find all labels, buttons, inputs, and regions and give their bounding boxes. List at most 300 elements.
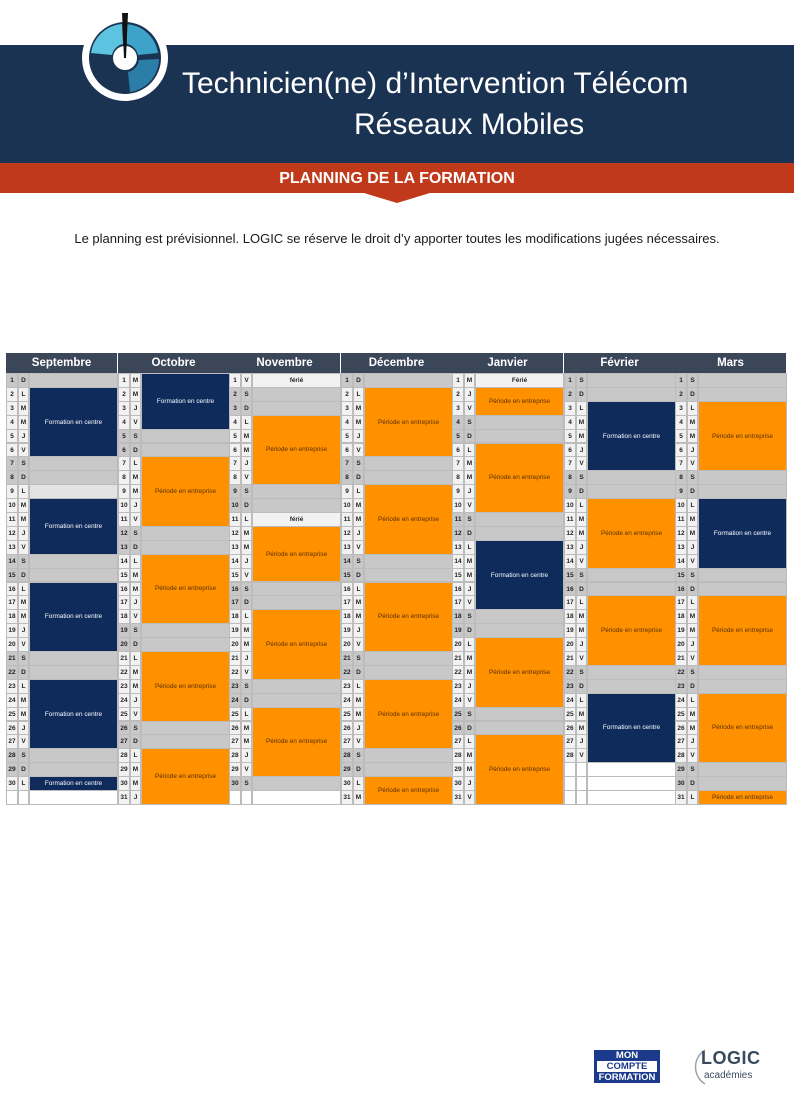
day-number: 6 <box>6 443 18 458</box>
day-activity-empty <box>587 665 676 680</box>
day-letter: M <box>18 512 29 527</box>
day-number: 10 <box>564 498 576 513</box>
day-number: 1 <box>564 373 576 388</box>
day-number <box>564 776 576 791</box>
day-activity-empty <box>587 762 676 777</box>
day-number: 13 <box>564 540 576 555</box>
day-number: 17 <box>341 595 353 610</box>
day-letter: J <box>464 484 475 499</box>
day-number: 6 <box>564 443 576 458</box>
day-letter: M <box>464 748 475 763</box>
day-number: 16 <box>229 582 241 597</box>
day-number: 11 <box>564 512 576 527</box>
day-letter: M <box>576 623 587 638</box>
day-letter: M <box>353 790 364 805</box>
day-letter: D <box>353 762 364 777</box>
day-number: 27 <box>452 734 464 749</box>
day-number: 7 <box>452 456 464 471</box>
planning-title: PLANNING DE LA FORMATION <box>279 170 515 187</box>
day-activity-empty <box>252 679 341 694</box>
day-number: 8 <box>452 470 464 485</box>
day-number: 7 <box>6 456 18 471</box>
day-letter: L <box>576 498 587 513</box>
ferie-marker: férié <box>252 373 341 388</box>
day-number: 13 <box>118 540 130 555</box>
day-activity-empty <box>587 470 676 485</box>
day-letter: V <box>18 734 29 749</box>
periode-en-entreprise-block: Période en entreprise <box>698 401 787 472</box>
day-letter <box>241 790 252 805</box>
month-header-6: Mars <box>675 353 787 373</box>
day-number: 2 <box>229 387 241 402</box>
periode-en-entreprise-block: Période en entreprise <box>252 526 341 583</box>
day-number: 26 <box>118 721 130 736</box>
day-number: 4 <box>452 415 464 430</box>
day-letter: S <box>576 470 587 485</box>
logic-word: LOGIC <box>701 1048 761 1068</box>
day-letter: J <box>130 401 141 416</box>
day-letter: M <box>130 568 141 583</box>
day-letter: J <box>130 790 141 805</box>
formation-en-centre-block: Formation en centre <box>587 401 676 472</box>
day-letter: S <box>241 679 252 694</box>
day-letter: D <box>687 776 698 791</box>
day-activity-empty <box>587 484 676 499</box>
day-letter: V <box>241 665 252 680</box>
day-letter: V <box>687 554 698 569</box>
day-letter: J <box>353 526 364 541</box>
day-number: 8 <box>675 470 687 485</box>
day-letter: L <box>241 512 252 527</box>
day-number: 18 <box>341 609 353 624</box>
day-number: 17 <box>675 595 687 610</box>
day-activity-empty <box>475 512 564 527</box>
day-number: 16 <box>118 582 130 597</box>
day-number: 5 <box>118 429 130 444</box>
day-activity-empty <box>698 665 787 680</box>
day-number: 7 <box>229 456 241 471</box>
day-letter: L <box>353 387 364 402</box>
periode-en-entreprise-block: Période en entreprise <box>364 679 453 750</box>
day-number: 5 <box>229 429 241 444</box>
day-letter: D <box>241 693 252 708</box>
periode-en-entreprise-block: Période en entreprise <box>252 609 341 680</box>
day-number: 11 <box>6 512 18 527</box>
day-letter: M <box>241 637 252 652</box>
day-number: 31 <box>452 790 464 805</box>
day-activity-empty <box>364 762 453 777</box>
day-number: 19 <box>6 623 18 638</box>
day-letter: L <box>353 679 364 694</box>
formation-en-centre-block: Formation en centre <box>587 693 676 764</box>
day-letter: D <box>576 679 587 694</box>
day-letter: L <box>353 776 364 791</box>
day-number: 22 <box>452 665 464 680</box>
day-number: 8 <box>341 470 353 485</box>
day-number: 13 <box>6 540 18 555</box>
day-number: 21 <box>229 651 241 666</box>
day-letter: M <box>130 484 141 499</box>
day-letter: M <box>576 707 587 722</box>
day-number <box>229 790 241 805</box>
day-letter: D <box>464 623 475 638</box>
day-letter: S <box>130 623 141 638</box>
day-letter: L <box>18 387 29 402</box>
day-letter: M <box>130 679 141 694</box>
day-letter: L <box>241 415 252 430</box>
day-activity-empty <box>475 429 564 444</box>
day-number: 23 <box>452 679 464 694</box>
day-number: 13 <box>675 540 687 555</box>
day-letter: S <box>687 665 698 680</box>
day-letter: V <box>576 651 587 666</box>
day-number: 28 <box>6 748 18 763</box>
day-letter: V <box>353 540 364 555</box>
day-number: 1 <box>229 373 241 388</box>
month-header-1: Octobre <box>118 353 230 373</box>
day-activity-empty <box>475 609 564 624</box>
day-letter: L <box>687 790 698 805</box>
day-letter: M <box>687 526 698 541</box>
day-activity-empty <box>141 637 230 652</box>
day-letter: L <box>464 540 475 555</box>
formation-en-centre-block: Formation en centre <box>29 387 118 458</box>
day-number: 23 <box>341 679 353 694</box>
day-letter: L <box>464 637 475 652</box>
day-number: 17 <box>564 595 576 610</box>
day-number: 1 <box>675 373 687 388</box>
day-number: 25 <box>675 707 687 722</box>
day-number: 23 <box>675 679 687 694</box>
day-letter: M <box>464 554 475 569</box>
day-activity-empty <box>141 443 230 458</box>
day-letter: L <box>130 748 141 763</box>
day-number: 19 <box>564 623 576 638</box>
day-letter: L <box>18 484 29 499</box>
day-letter: L <box>18 679 29 694</box>
periode-en-entreprise-block: Période en entreprise <box>698 790 787 805</box>
day-number: 13 <box>341 540 353 555</box>
day-letter: V <box>18 540 29 555</box>
day-number: 16 <box>341 582 353 597</box>
day-letter: D <box>18 568 29 583</box>
day-number: 23 <box>564 679 576 694</box>
day-letter: M <box>464 470 475 485</box>
day-letter: M <box>687 415 698 430</box>
day-number: 12 <box>452 526 464 541</box>
day-letter: M <box>130 470 141 485</box>
day-letter: M <box>241 734 252 749</box>
day-number: 1 <box>118 373 130 388</box>
day-letter: V <box>353 637 364 652</box>
day-number: 11 <box>118 512 130 527</box>
day-number: 2 <box>341 387 353 402</box>
day-number: 4 <box>341 415 353 430</box>
formation-en-centre-block: Formation en centre <box>29 582 118 653</box>
day-letter: M <box>464 456 475 471</box>
day-letter: J <box>130 498 141 513</box>
day-letter: L <box>576 401 587 416</box>
day-number: 10 <box>6 498 18 513</box>
day-number: 15 <box>118 568 130 583</box>
day-number: 28 <box>341 748 353 763</box>
day-activity-empty <box>587 387 676 402</box>
day-letter: L <box>464 734 475 749</box>
day-letter: L <box>464 443 475 458</box>
day-letter: S <box>464 707 475 722</box>
day-number: 25 <box>6 707 18 722</box>
day-number: 10 <box>118 498 130 513</box>
day-letter: M <box>353 415 364 430</box>
day-letter: M <box>241 540 252 555</box>
day-letter: J <box>18 721 29 736</box>
day-number: 15 <box>452 568 464 583</box>
day-number: 8 <box>229 470 241 485</box>
ferie-marker: Férié <box>475 373 564 388</box>
day-activity-empty <box>475 623 564 638</box>
day-number: 9 <box>118 484 130 499</box>
periode-en-entreprise-block: Période en entreprise <box>141 651 230 722</box>
day-letter: M <box>687 609 698 624</box>
day-letter: M <box>353 512 364 527</box>
day-number: 17 <box>452 595 464 610</box>
periode-en-entreprise-block: Période en entreprise <box>252 707 341 778</box>
day-activity-empty <box>141 734 230 749</box>
day-number: 16 <box>452 582 464 597</box>
day-letter: J <box>353 721 364 736</box>
day-activity-empty <box>141 623 230 638</box>
day-letter: D <box>18 762 29 777</box>
periode-en-entreprise-block: Période en entreprise <box>475 637 564 708</box>
day-letter: S <box>130 526 141 541</box>
day-number: 21 <box>564 651 576 666</box>
day-number: 20 <box>229 637 241 652</box>
ferie-marker: férié <box>252 512 341 527</box>
day-activity-empty <box>698 568 787 583</box>
day-number: 2 <box>564 387 576 402</box>
mon-compte-formation-logo <box>594 1050 660 1084</box>
day-activity-empty <box>698 373 787 388</box>
day-letter: S <box>687 568 698 583</box>
day-number: 25 <box>452 707 464 722</box>
day-number: 26 <box>564 721 576 736</box>
day-letter: S <box>130 429 141 444</box>
day-number: 9 <box>452 484 464 499</box>
day-number <box>564 790 576 805</box>
day-number: 4 <box>6 415 18 430</box>
day-letter: J <box>353 623 364 638</box>
day-number: 5 <box>564 429 576 444</box>
day-activity-empty <box>29 568 118 583</box>
day-letter: J <box>576 734 587 749</box>
day-letter: M <box>18 595 29 610</box>
day-letter: M <box>464 762 475 777</box>
day-number: 26 <box>6 721 18 736</box>
day-letter: D <box>576 387 587 402</box>
day-number: 15 <box>229 568 241 583</box>
day-number: 21 <box>118 651 130 666</box>
day-activity-empty <box>141 526 230 541</box>
day-letter: D <box>464 721 475 736</box>
day-activity-empty <box>587 568 676 583</box>
day-letter: S <box>241 776 252 791</box>
day-number: 18 <box>675 609 687 624</box>
day-letter: M <box>241 443 252 458</box>
day-letter: M <box>130 762 141 777</box>
day-letter: V <box>18 637 29 652</box>
day-number: 10 <box>229 498 241 513</box>
title-line-1: Technicien(ne) d’Intervention Télécom <box>182 67 689 100</box>
periode-en-entreprise-block: Période en entreprise <box>475 734 564 805</box>
periode-en-entreprise-block: Période en entreprise <box>475 387 564 416</box>
day-letter: D <box>18 665 29 680</box>
day-activity-empty <box>29 748 118 763</box>
day-number: 23 <box>118 679 130 694</box>
periode-en-entreprise-block: Période en entreprise <box>141 748 230 805</box>
day-activity-empty <box>252 582 341 597</box>
day-activity-empty <box>29 762 118 777</box>
day-letter: S <box>18 554 29 569</box>
day-activity-empty <box>698 387 787 402</box>
day-letter: D <box>687 582 698 597</box>
formation-en-centre-block: Formation en centre <box>475 540 564 611</box>
day-number: 25 <box>229 707 241 722</box>
day-number: 19 <box>341 623 353 638</box>
day-number: 20 <box>452 637 464 652</box>
periode-en-entreprise-block: Période en entreprise <box>475 443 564 514</box>
day-letter: S <box>130 721 141 736</box>
day-number: 25 <box>564 707 576 722</box>
day-letter: J <box>464 776 475 791</box>
day-letter: J <box>687 443 698 458</box>
day-letter: D <box>576 582 587 597</box>
day-letter: J <box>18 429 29 444</box>
day-letter: M <box>576 526 587 541</box>
day-activity-empty <box>252 693 341 708</box>
day-letter: D <box>130 540 141 555</box>
day-letter: D <box>687 484 698 499</box>
day-letter: M <box>576 609 587 624</box>
logic-sub: académies <box>704 1070 753 1081</box>
day-number: 20 <box>564 637 576 652</box>
day-number: 14 <box>341 554 353 569</box>
day-number: 19 <box>675 623 687 638</box>
day-activity-empty <box>364 456 453 471</box>
day-letter: L <box>241 609 252 624</box>
periode-en-entreprise-block: Période en entreprise <box>364 387 453 458</box>
day-activity-empty <box>29 470 118 485</box>
day-number: 6 <box>118 443 130 458</box>
day-number: 27 <box>229 734 241 749</box>
day-letter: M <box>130 665 141 680</box>
day-letter: M <box>241 623 252 638</box>
day-letter: S <box>687 373 698 388</box>
day-number: 5 <box>452 429 464 444</box>
day-activity-empty <box>252 498 341 513</box>
planning-calendar <box>6 353 787 803</box>
day-activity-empty <box>698 679 787 694</box>
day-letter: M <box>353 707 364 722</box>
day-activity-empty <box>587 790 676 805</box>
periode-en-entreprise-block: Période en entreprise <box>364 776 453 805</box>
day-letter: S <box>241 582 252 597</box>
day-number: 6 <box>452 443 464 458</box>
formation-en-centre-block: Formation en centre <box>698 498 787 569</box>
day-number: 5 <box>675 429 687 444</box>
day-letter: J <box>241 456 252 471</box>
day-activity-empty <box>364 748 453 763</box>
day-number: 8 <box>118 470 130 485</box>
day-letter: M <box>464 568 475 583</box>
day-number <box>6 790 18 805</box>
day-number: 2 <box>6 387 18 402</box>
day-letter: S <box>687 470 698 485</box>
day-activity-empty <box>364 665 453 680</box>
day-activity-empty <box>252 776 341 791</box>
day-number: 14 <box>452 554 464 569</box>
day-number: 1 <box>341 373 353 388</box>
day-letter: D <box>241 595 252 610</box>
day-letter: L <box>353 582 364 597</box>
day-letter: J <box>130 595 141 610</box>
day-number: 31 <box>675 790 687 805</box>
day-letter: L <box>576 595 587 610</box>
day-letter: J <box>353 429 364 444</box>
day-number: 15 <box>675 568 687 583</box>
month-header-4: Janvier <box>452 353 564 373</box>
day-letter: J <box>687 540 698 555</box>
formation-en-centre-block: Formation en centre <box>29 679 118 750</box>
day-number: 8 <box>564 470 576 485</box>
day-letter: M <box>687 623 698 638</box>
day-number: 18 <box>118 609 130 624</box>
day-letter: L <box>576 693 587 708</box>
day-letter <box>576 790 587 805</box>
day-number: 11 <box>452 512 464 527</box>
day-activity-empty <box>364 568 453 583</box>
day-number: 12 <box>564 526 576 541</box>
day-number: 15 <box>564 568 576 583</box>
day-letter: L <box>687 595 698 610</box>
day-letter: V <box>241 373 252 388</box>
day-number: 13 <box>229 540 241 555</box>
day-number: 16 <box>564 582 576 597</box>
periode-en-entreprise-block: Période en entreprise <box>364 484 453 555</box>
day-letter: M <box>464 665 475 680</box>
day-number: 26 <box>452 721 464 736</box>
formation-en-centre-block: Formation en centre <box>29 776 118 791</box>
day-activity-empty <box>475 707 564 722</box>
day-number: 26 <box>341 721 353 736</box>
day-letter: M <box>241 429 252 444</box>
day-number: 27 <box>341 734 353 749</box>
day-activity-empty <box>29 651 118 666</box>
day-number: 27 <box>564 734 576 749</box>
day-letter: M <box>576 415 587 430</box>
day-number: 19 <box>229 623 241 638</box>
day-number: 5 <box>341 429 353 444</box>
day-number: 30 <box>229 776 241 791</box>
day-number: 11 <box>675 512 687 527</box>
day-letter: V <box>130 512 141 527</box>
day-activity-empty <box>29 456 118 471</box>
day-letter: V <box>18 443 29 458</box>
day-number: 21 <box>452 651 464 666</box>
day-activity-empty <box>475 721 564 736</box>
day-number: 30 <box>452 776 464 791</box>
day-letter: M <box>130 387 141 402</box>
day-number: 23 <box>229 679 241 694</box>
